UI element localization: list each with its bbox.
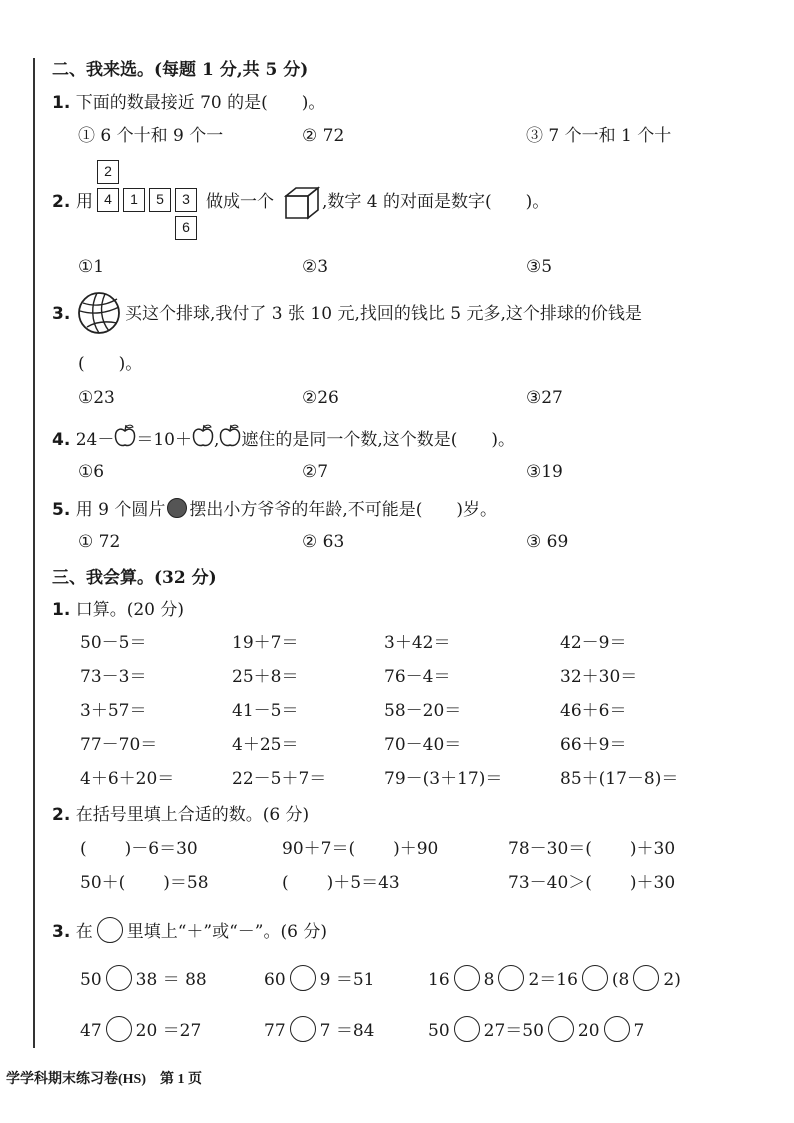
operator-circle[interactable] (633, 965, 659, 991)
section-3-title: 三、我会算。(32 分) (52, 568, 217, 588)
fill-post: )＋30 (629, 873, 676, 893)
question-text: 下面的数最接近 70 的是( )。 (75, 93, 326, 113)
fill-item (508, 872, 675, 894)
expr-part: ＝10＋ (136, 430, 192, 450)
question-number: 3. (52, 304, 71, 324)
question-text-post: 里填上“＋”或“－”。(6 分) (126, 922, 327, 942)
circle-expr (428, 965, 681, 991)
operand: 47 (80, 1021, 102, 1041)
net-cell: 4 (97, 188, 119, 212)
net-cell: 1 (123, 188, 145, 212)
operand: 50 (80, 970, 102, 990)
calc-item: 79－(3＋17)＝ (384, 769, 503, 789)
fill-post: )－6＝30 (124, 839, 198, 859)
operator-circle[interactable] (290, 1016, 316, 1042)
calc-item: 22－5＋7＝ (232, 769, 327, 789)
circle-expr (80, 965, 207, 991)
question-1 (52, 92, 325, 114)
operand: 20 (577, 1021, 600, 1041)
calc-item: 4＋25＝ (232, 735, 299, 755)
question-4 (52, 424, 515, 451)
calc-item: 73－3＝ (80, 667, 147, 687)
calc-item: 41－5＝ (232, 701, 299, 721)
calc-item: 58－20＝ (384, 701, 462, 721)
net-cell: 6 (175, 216, 197, 240)
section-2-title: 二、我来选。(每题 1 分,共 5 分) (52, 60, 309, 80)
option-c: ③ 69 (526, 532, 569, 552)
calc-item: 76－4＝ (384, 667, 451, 687)
question-text: 买这个排球,我付了 3 张 10 元,找回的钱比 5 元多,这个排球的价钱是 (125, 304, 642, 324)
operand: 50 (428, 1021, 450, 1041)
disc-icon (167, 498, 187, 518)
page-footer: 学学科期末练习卷(HS) 第 1 页 (6, 1072, 202, 1087)
option-c: ③27 (526, 388, 563, 408)
fill-item (80, 872, 209, 894)
fill-pre: ( (80, 839, 87, 859)
option-c: ③19 (526, 462, 563, 482)
calc-item: 66＋9＝ (560, 735, 627, 755)
operator-circle[interactable] (548, 1016, 574, 1042)
calc-item: 19＋7＝ (232, 633, 299, 653)
operand: 27＝50 (483, 1021, 544, 1041)
option-a: ① 6 个十和 9 个一 (78, 126, 224, 146)
fill-item (282, 872, 400, 894)
option-a: ① 72 (78, 532, 121, 552)
operand: 8 (483, 970, 495, 990)
calc-item: 4＋6＋20＝ (80, 769, 175, 789)
question-text-pre: 用 9 个圆片 (75, 500, 166, 520)
question-number: 5. (52, 500, 71, 520)
circle-expr (80, 1016, 201, 1042)
question-text-mid: 做成一个 (206, 192, 274, 212)
option-a: ①23 (78, 388, 115, 408)
operand: 7 (633, 1021, 645, 1041)
fill-pre: 73－40＞( (508, 873, 592, 893)
fill-post: )＝58 (163, 873, 209, 893)
fill-post: )＋30 (629, 839, 676, 859)
volleyball-icon (77, 291, 121, 335)
question-label: 口算。(20 分) (75, 600, 185, 620)
circle-expr (264, 965, 375, 991)
option-b: ② 63 (302, 532, 345, 552)
operator-circle[interactable] (498, 965, 524, 991)
calc-item: 70－40＝ (384, 735, 462, 755)
question-5 (52, 498, 497, 521)
operator-circle[interactable] (604, 1016, 630, 1042)
apple-icon (114, 424, 136, 448)
operator-circle[interactable] (106, 1016, 132, 1042)
calc-item: 46＋6＝ (560, 701, 627, 721)
fill-pre: 90＋7＝( (282, 839, 356, 859)
net-cell: 2 (97, 160, 119, 184)
option-a: ①1 (78, 257, 105, 277)
question-number: 2. (52, 805, 71, 825)
option-b: ② 72 (302, 126, 345, 146)
question-text-pre: 用 (76, 192, 93, 212)
operand: 7 ＝84 (319, 1021, 375, 1041)
calc-item: 25＋8＝ (232, 667, 299, 687)
operand: 2) (663, 970, 681, 990)
question-number: 4. (52, 430, 71, 450)
operator-circle[interactable] (454, 1016, 480, 1042)
question-label: 在括号里填上合适的数。(6 分) (75, 805, 310, 825)
calc-item: 50－5＝ (80, 633, 147, 653)
operand: 38 ＝ 88 (135, 970, 207, 990)
calc-item: 85＋(17－8)＝ (560, 769, 679, 789)
option-b: ②26 (302, 388, 339, 408)
operand: 77 (264, 1021, 286, 1041)
answer-paren: ( )。 (78, 354, 143, 374)
apple-icon (192, 424, 214, 448)
fill-post: )＋90 (393, 839, 439, 859)
calc-item: 3＋42＝ (384, 633, 451, 653)
calc-item: 32＋30＝ (560, 667, 638, 687)
fill-item (282, 838, 438, 860)
calc-item: 3＋57＝ (80, 701, 147, 721)
operator-circle[interactable] (582, 965, 608, 991)
question-3 (52, 917, 327, 943)
fill-item (80, 838, 198, 860)
option-b: ②7 (302, 462, 329, 482)
question-text-post: 摆出小方爷爷的年龄,不可能是( )岁。 (189, 500, 497, 520)
operator-circle[interactable] (454, 965, 480, 991)
question-number: 1. (52, 93, 71, 113)
circle-expr (264, 1016, 375, 1042)
option-c: ③5 (526, 257, 553, 277)
fill-item (508, 838, 675, 860)
expr-part: 24－ (75, 430, 115, 450)
question-text-post: ,数字 4 的对面是数字( )。 (322, 192, 550, 212)
question-text-pre: 在 (75, 922, 93, 942)
cube-icon (284, 186, 320, 220)
operand: 9 ＝51 (319, 970, 375, 990)
operand: 60 (264, 970, 286, 990)
question-number: 1. (52, 600, 71, 620)
operator-circle[interactable] (290, 965, 316, 991)
fill-pre: 50＋( (80, 873, 126, 893)
operand: 16 (428, 970, 450, 990)
margin-rule (33, 58, 35, 1048)
net-cell: 5 (149, 188, 171, 212)
operand: 20 ＝27 (135, 1021, 202, 1041)
fill-pre: 78－30＝( (508, 839, 592, 859)
net-cell: 3 (175, 188, 197, 212)
question-1 (52, 599, 184, 621)
question-number: 2. (52, 192, 71, 212)
apple-icon (219, 424, 241, 448)
operator-circle[interactable] (106, 965, 132, 991)
circle-icon (97, 917, 123, 943)
operand: 2＝16 (528, 970, 578, 990)
question-text: 遮住的是同一个数,这个数是( )。 (241, 430, 516, 450)
operand: (8 (611, 970, 630, 990)
fill-pre: ( (282, 873, 289, 893)
option-a: ①6 (78, 462, 105, 482)
question-number: 3. (52, 922, 71, 942)
option-c: ③ 7 个一和 1 个十 (526, 126, 672, 146)
fill-post: )＋5＝43 (326, 873, 400, 893)
question-2 (52, 804, 309, 826)
circle-expr (428, 1016, 644, 1042)
calc-item: 77－70＝ (80, 735, 158, 755)
calc-item: 42－9＝ (560, 633, 627, 653)
option-b: ②3 (302, 257, 329, 277)
expr-part: , (213, 430, 220, 450)
